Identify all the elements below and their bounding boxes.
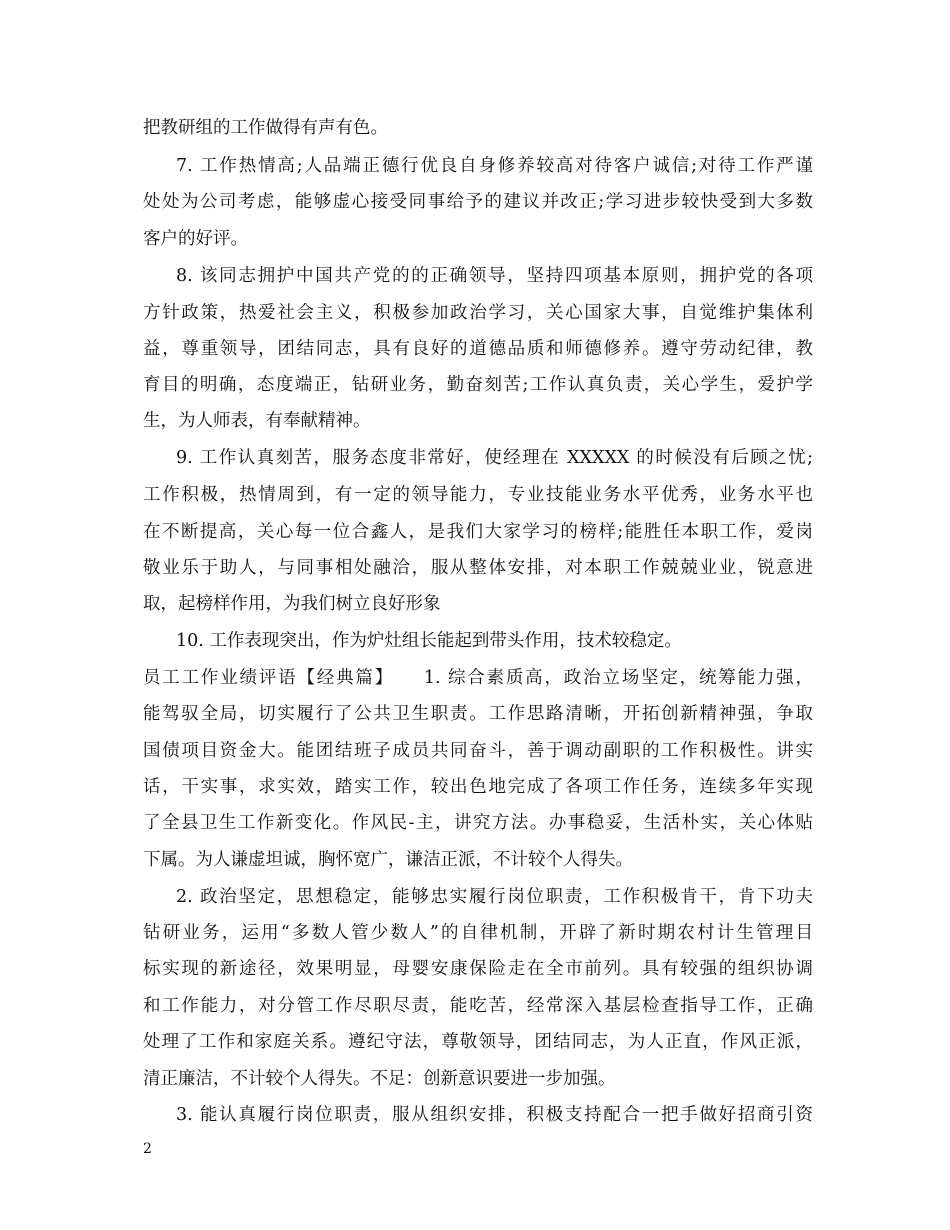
text-line: 取，起榜样作用，为我们树立良好形象 (143, 594, 441, 614)
text-line: 钻研业务，运用“多数人管少数人”的自律机制，开辟了新时期农村计生管理目 (143, 923, 813, 943)
text-line: 员工工作业绩评语【经典篇】 1. 综合素质高，政治立场坚定，统筹能力强， (143, 668, 813, 688)
text-line: 方针政策，热爱社会主义，积极参加政治学习，关心国家大事，自觉维护集体利 (143, 303, 813, 323)
text-line: 国债项目资金大。能团结班子成员共同奋斗，善于调动副职的工作积极性。讲实 (143, 741, 813, 761)
text-line: 育目的明确，态度端正，钻研业务，勤奋刻苦;工作认真负责，关心学生，爱护学 (143, 375, 813, 395)
text-line: 能驾驭全局，切实履行了公共卫生职责。工作思路清晰，开拓创新精神强，争取 (143, 704, 813, 724)
text-line: 生，为人师表，有奉献精神。 (143, 411, 371, 431)
text-line: 3. 能认真履行岗位职责，服从组织安排，积极支持配合一把手做好招商引资 (176, 1105, 813, 1125)
text-line: 了全县卫生工作新变化。作风民-主，讲究方法。办事稳妥，生活朴实，关心体贴 (143, 813, 813, 833)
text-line: 下属。为人谦虚坦诚，胸怀宽广，谦洁正派，不计较个人得失。 (143, 850, 633, 870)
text-line: 10. 工作表现突出，作为炉灶组长能起到带头作用，技术较稳定。 (176, 631, 682, 651)
text-line: 在不断提高，关心每一位合鑫人，是我们大家学习的榜样;能胜任本职工作，爱岗 (143, 522, 813, 542)
text-line: 话，干实事，求实效，踏实工作，较出色地完成了各项工作任务，连续多年实现 (143, 777, 813, 797)
text-line: 客户的好评。 (143, 229, 248, 249)
text-line: 2. 政治坚定，思想稳定，能够忠实履行岗位职责，工作积极肯干，肯下功夫 (176, 887, 813, 907)
text-line: 7. 工作热情高;人品端正德行优良自身修养较高对待客户诚信;对待工作严谨 (176, 156, 813, 176)
text-line: 8. 该同志拥护中国共产党的的正确领导，坚持四项基本原则，拥护党的各项 (176, 266, 813, 286)
text-line: 把教研组的工作做得有声有色。 (143, 118, 388, 138)
text-line: 清正廉洁，不计较个人得失。不足：创新意识要进一步加强。 (143, 1069, 616, 1089)
text-line: 处处为公司考虑，能够虚心接受同事给予的建议并改正;学习进步较快受到大多数 (143, 192, 813, 212)
text-line: 9. 工作认真刻苦，服务态度非常好，使经理在 XXXXX 的时候没有后顾之忧; (176, 448, 813, 468)
text-line: 处理了工作和家庭关系。遵纪守法，尊敬领导，团结同志，为人正直，作风正派， (143, 1032, 813, 1052)
text-line: 工作积极，热情周到，有一定的领导能力，专业技能业务水平优秀，业务水平也 (143, 485, 813, 505)
text-line: 标实现的新途径，效果明显，母婴安康保险走在全市前列。具有较强的组织协调 (143, 959, 813, 979)
text-line: 和工作能力，对分管工作尽职尽责，能吃苦，经常深入基层检查指导工作，正确 (143, 996, 813, 1016)
text-line: 益，尊重领导，团结同志，具有良好的道德品质和师德修养。遵守劳动纪律，教 (143, 339, 813, 359)
text-line: 敬业乐于助人，与同事相处融洽，服从整体安排，对本职工作兢兢业业，锐意进 (143, 558, 813, 578)
page-number: 2 (143, 1141, 152, 1157)
